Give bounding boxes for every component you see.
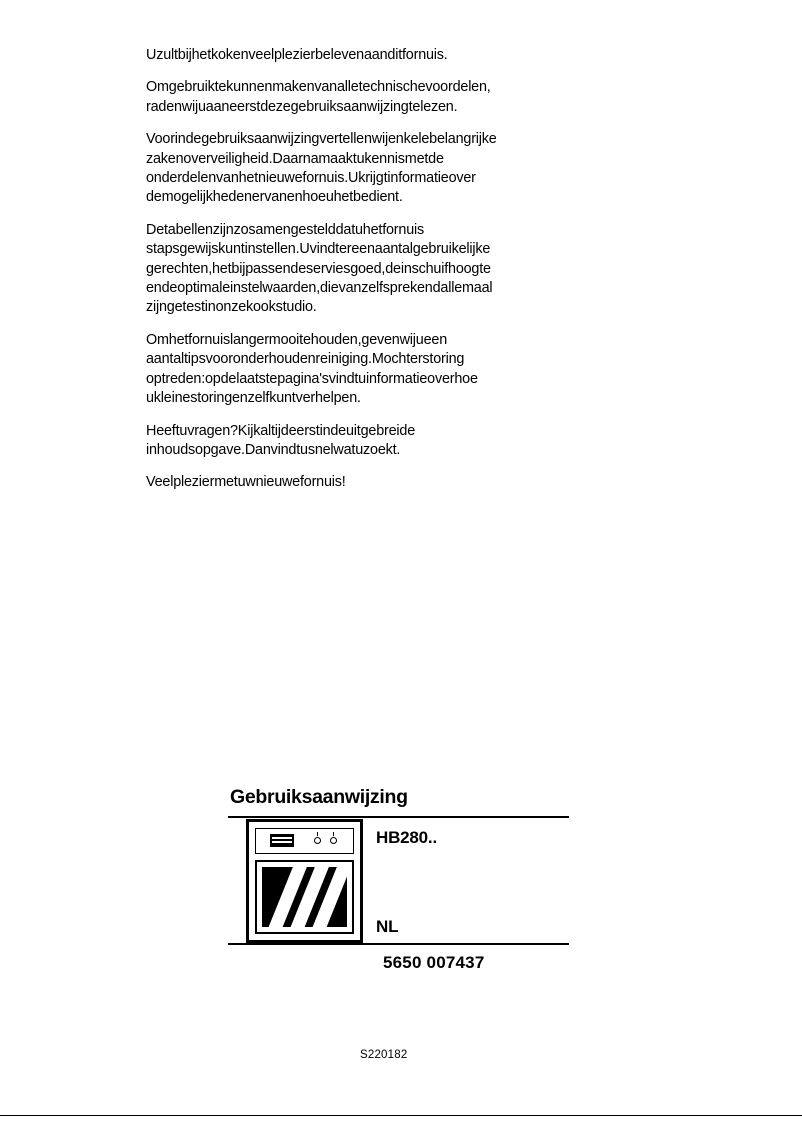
model-code: HB280.. — [376, 828, 437, 847]
language-code: NL — [376, 917, 399, 936]
intro-paragraph-3: Voorindegebruiksaanwijzingvertellenwijenkelebelangrijke zakenoverveiligheid.Daarnamaaktukennismetde onderdelenvanhetnieuwefornuis.Ukrijgtinformatieover demogelijkhedenervanenhoeuhetbedient. — [146, 131, 497, 206]
cover-title: Gebruiksaanwijzing — [230, 786, 408, 808]
intro-paragraph-4: Detabellenzijnzosamengestelddatuhetfornuis stapsgewijskuntinstellen.Uvindtereenaantalgebruikelijke gerechten,hetbijpassendeserviesgoed,deinschuifhoogte endeoptimaleinstelwaarden,dievanzelfsprekendallemaal zijngetestinonzekookstudio. — [146, 221, 493, 316]
oven-window — [262, 867, 347, 927]
intro-paragraph-1: Uzultbijhetkokenveelplezierbelevenaanditfornuis. — [146, 47, 448, 63]
oven-knob-right-icon — [330, 837, 337, 844]
intro-text-block — [146, 46, 616, 493]
oven-door — [255, 860, 354, 934]
oven-icon — [246, 819, 363, 943]
intro-paragraph-5: Omhetfornuislangermooitehouden,gevenwijueen aantaltipsvooronderhoudenreiniging.Mochterstoring optreden:opdelaatstepagina'svindtuinformatieoverhoe ukleinestoringenzelfkuntverhelpen. — [146, 331, 478, 407]
footer-code: S220182 — [360, 1049, 408, 1061]
oven-knob-stem-left — [317, 832, 318, 836]
oven-illustration-wrapper — [228, 818, 366, 943]
cover-model-area — [366, 818, 573, 943]
cover-rule-bottom — [228, 943, 569, 945]
document-number: 5650 007437 — [383, 953, 485, 972]
oven-control-panel — [255, 828, 354, 854]
oven-knob-stem-right — [333, 832, 334, 836]
cover-body — [228, 818, 573, 943]
oven-display-icon — [270, 834, 294, 847]
intro-paragraph-6: Heeftuvragen?Kijkaltijdeerstindeuitgebreide inhoudsopgave.Danvindtusnelwatuzoekt. — [146, 422, 415, 458]
intro-paragraph-7: Veelpleziermetuwnieuwefornuis! — [146, 474, 346, 491]
page-bottom-rule — [0, 1115, 802, 1116]
intro-paragraph-2: Omgebruiktekunnenmakenvanalletechnischevoordelen, radenwijuaaneerstdezegebruiksaanwijzingtelezen. — [146, 79, 491, 115]
oven-knob-left-icon — [314, 837, 321, 844]
cover-panel — [228, 786, 573, 973]
